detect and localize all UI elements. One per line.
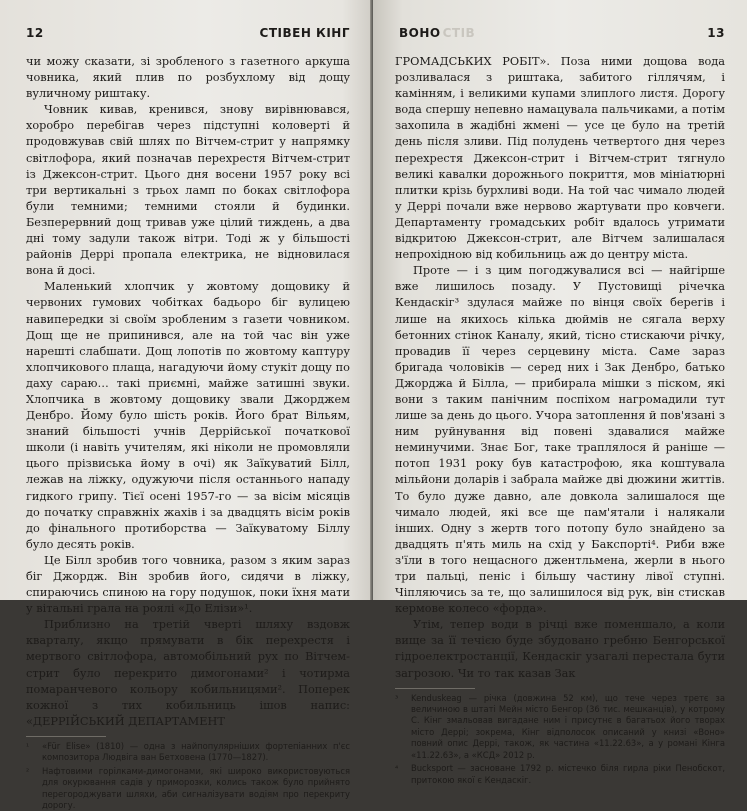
paragraph: Це Білл зробив того човника, разом з яким зараз біг Джордж. Він зробив його, сидячи в ліжку, спираючись спиною на гору подушок, поки їхня мати у вітальні грала на роялі «До Елізи»¹.	[26, 553, 350, 616]
footnote-text: Нафтовими горілками-димогонами, які широко використовуються для окурювання садів у приморозки, колись також було прийнято перегороджувати шляхи, аби сигналізувати водіям про перекриту дорогу.	[42, 765, 350, 810]
paragraph: Проте — і з цим погоджувалися всі — найгірше вже лишилось позаду. У Пустовищі річечка Кендаскіг³ здулася майже по вінця своїх берегів і лише на якихось кілька дюймів не сягала верху бетонних стінок Каналу, який, тісно стискаючи річку, провадив її через серцевину міста. Саме зараз бригада чоловіків — серед них і Зак Денбро, батько Джорджа й Білла, — прибирала мішки з піском, які вони з таким панічним поспіхом нагромадили тут лише за день до цього. Учора затоплення й пов'язані з ним руйнування від повені здавалися майже неминучими. Знає Бог, таке траплялося й раніше — потоп 1931 року був катастрофою, яка коштувала мільйони доларів і забрала майже дві дюжини життів. То було дуже давно, але довкола залишалося ще чимало людей, які все ще пам'ятали і налякали інших. Одну з жертв того потопу було знайдено за двадцять п'ять миль на схід у Бакспорті⁴. Риби вже з'їли в того нещасного джентльмена, жерли в нього три пальці, пеніс і більшу частину лівої ступні. Чіпляючись за те, що залишилося від рук, він стискав кермове колесо «форда».	[395, 264, 725, 616]
page-number-left: 12	[26, 26, 44, 40]
running-head-title-text: ВОНО	[399, 26, 441, 40]
footnote-separator	[395, 688, 475, 689]
paragraph: Утім, тепер води в річці вже поменшало, а коли вище за її течією буде збудовано гребню Бенгорської гідроелектростанції, Кендаскіг узагалі перестала бути загрозою. Чи то так казав Зак	[395, 618, 725, 680]
footnote	[395, 763, 725, 786]
left-body-text	[26, 54, 350, 730]
left-running-head	[26, 20, 350, 40]
footnote-mark: ²	[26, 766, 30, 776]
paragraph: чи можу сказати, зі зробленого з газетного аркуша човника, який плив по розбухлому від дощу вуличному риштаку.	[26, 55, 350, 101]
footnote-mark: ¹	[26, 741, 30, 751]
footnote	[26, 741, 350, 764]
footnote-text: «Für Elise» (1810) — одна з найпопулярніших фортепіанних п'єс композитора Людвіга ван Бетховена (1770—1827).	[42, 740, 350, 763]
paragraph: Маленький хлопчик у жовтому дощовику й червоних гумових чобітках бадьоро біг вулицею навипередки зі своїм зробленим з газети човником. Дощ ще не припинився, але на той час він уже нарешті слабшати. Дощ лопотів по жовтому каптуру хлопчикового плаща, нагадуючи йому стукіт дощу по даху сараю… такі приємні, майже затишні звуки. Хлопчика в жовтому дощовику звали Джорджем Денбро. Йому було шість років. Його брат Вільям, знаний більшості учнів Деррійської початкової школи (і навіть учителям, які ніколи не промовляли цього прізвиська йому в очі) як Заїкуватий Білл, лежав на ліжку, одужуючи після останнього нападу гидкого грипу. Тієї осені 1957-го — за вісім місяців до початку справжніх жахів і за двадцять вісім років до фінального протиборства — Заїкуватому Біллу було десять років.	[26, 280, 350, 551]
footnote	[395, 693, 725, 761]
running-head-author: СТІВЕН КІНГ	[259, 26, 350, 40]
paragraph: Приблизно на третій чверті шляху вздовж кварталу, якщо прямувати в бік перехрестя і мертвого світлофора, автомобільний рух по Вітчем-стрит було перекрито димогонами² і чотирма помаранчевого кольору кобильницями². Поперек кожної з тих кобильниць ішов напис: «ДЕРРІЙСЬКИЙ ДЕПАРТАМЕНТ	[26, 618, 350, 728]
left-page	[0, 0, 372, 810]
running-head-ghost-text: СТІВ	[442, 26, 476, 40]
footnote-text: Bucksport — засноване 1792 р. містечко біля гирла ріки Пенобскот, притокою якої є Кендаскіг.	[411, 763, 725, 785]
paragraph: ГРОМАДСЬКИХ РОБІТ». Поза ними дощова вода розливалася з риштака, забитого гіллячям, і камінням, і великими купами злиплого листя. Дорогу вода спершу непевно намацувала пальчиками, а потім захопила в жадібні жмені — усе це було на третій день після зливи. Під полудень четвертого дня через перехрестя Джексон-стрит і Вітчем-стрит тягнуло великі кавалки дорожнього покриття, мов мініатюрні плитки крізь бурхливі води. На той час чимало людей у Деррі почали вже нервово жартувати про ковчеги. Департаменту громадських робіт вдалось утримати відкритою Джексон-стрит, але Вітчем залишалася непрохідною від кобильниць аж до центру міста.	[395, 55, 725, 262]
right-body-text	[395, 54, 725, 682]
right-running-head	[395, 20, 725, 40]
footnote-text: Kenduskeag — річка (довжина 52 км), що тече через третє за величиною в штаті Мейн місто Бенгор (36 тис. мешканців), у котрому С. Кінг змальовав вигадане ним і присутнє в багатьох його творах місто Деррі; зокрема, Кінг відполосок описаний у книзі «Воно» повний опис Деррі, також, як частина «11.22.63», а у романі Кінга «11.22.63», а «КСД» 2012 р.	[411, 692, 725, 760]
footnote-mark: ³	[395, 693, 399, 703]
page-number-right: 13	[707, 26, 725, 40]
running-head-book-title	[399, 26, 475, 40]
footnote	[26, 766, 350, 811]
right-page	[373, 0, 747, 785]
paragraph: Човник кивав, кренився, знову вирівнювався, хоробро перебігав через підступні коловерті й продовжував свій шлях по Вітчем-стрит у напрямку світлофора, який позначав перехрестя Вітчем-стрит із Джексон-стрит. Цього дня восени 1957 року всі три вертикальні з трьох ламп по боках світлофора були темними; темними стояли й будинки. Безперервний дощ тривав уже цілий тиждень, а два дні тому задули також вітри. Тоді ж у більшості районів Деррі пропала електрика, не відновилася вона й досі.	[26, 103, 350, 278]
footnote-mark: ⁴	[395, 764, 399, 774]
footnote-separator	[26, 736, 106, 737]
